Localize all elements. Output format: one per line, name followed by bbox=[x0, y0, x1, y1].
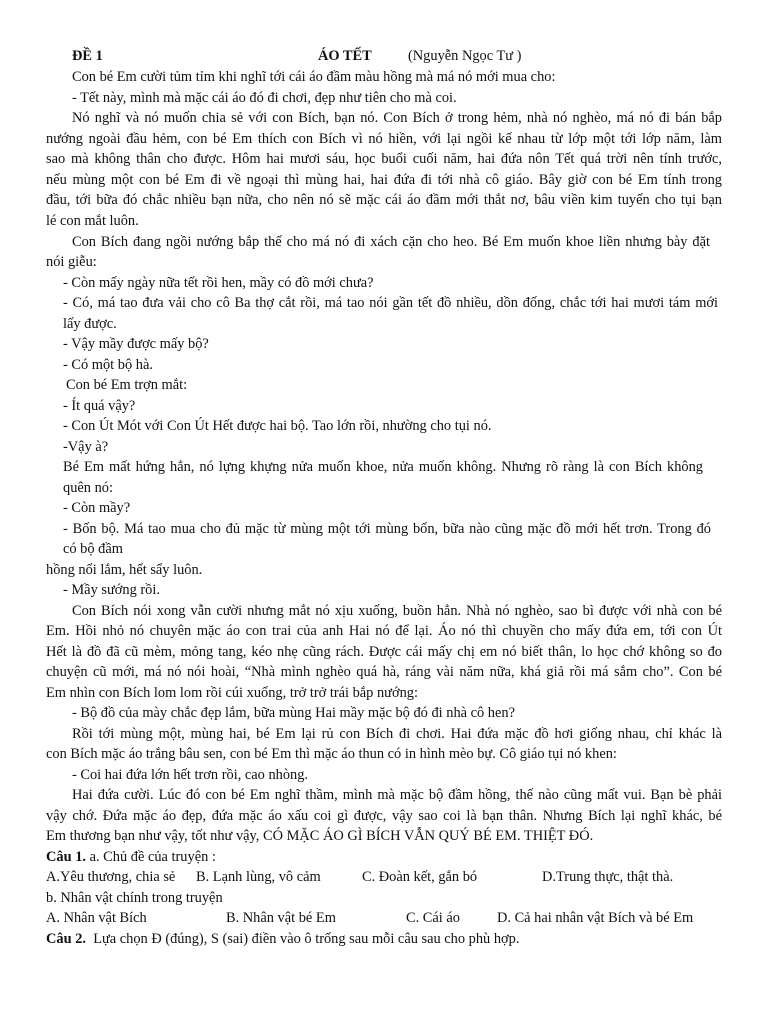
story-line: Em thương bạn như vậy, tốt như vậy, CÓ MẶC ÁO GÌ BÍCH VẪN QUÝ BÉ EM. THIỆT ĐÓ. bbox=[46, 828, 594, 844]
story-line: nướng ngoài đầu hẻm, con bé Em thích con Bích vì nó hiền, với lại ngồi kế nhau từ lớp một tới lớp năm, làm bbox=[46, 131, 722, 147]
story-line: quên nó: bbox=[63, 480, 113, 496]
story-title: ÁO TẾT bbox=[318, 48, 372, 64]
story-line: Em. Hồi nhỏ nó chuyên mặc áo con trai của anh Hai nó để lại. Áo nó thì chuyền cho mấy đứa em, tới con Út bbox=[46, 623, 722, 639]
story-line: - Có một bộ hà. bbox=[63, 357, 153, 373]
story-line: Hết là đồ đã cũ mèm, mỏng tang, kéo nhẹ cũng rách. Được cái mấy chị em nó biết thân, lo học chớ không so đo bbox=[46, 644, 722, 660]
story-line: nếu mùng một con bé Em đi về ngoại thì mùng hai, hai đứa đi tới nhà cô giáo. Bây giờ con bé Em tính trong bbox=[46, 172, 722, 188]
q1b-option-d: D. Cả hai nhân vật Bích và bé Em bbox=[497, 910, 694, 926]
story-line: con Bích mặc áo trắng bâu sen, con bé Em thì mặc áo thun có in hình mèo bự. Cô giáo tụi nó khen: bbox=[46, 746, 617, 762]
q1a-option-c: C. Đoàn kết, gắn bó bbox=[362, 869, 478, 885]
story-line: Em nhìn con Bích lom lom rồi cúi xuống, trở trở trái bắp nướng: bbox=[46, 685, 418, 701]
story-line: Con bé Em trợn mắt: bbox=[66, 377, 188, 393]
story-line: Nó nghĩ và nó muốn chia sẻ với con Bích, bạn nó. Con Bích ở trong hẻm, nhà nó nghèo, má nó đi bán bắp bbox=[72, 110, 722, 126]
story-line: Con bé Em cười tủm tỉm khi nghĩ tới cái áo đầm màu hồng mà má nó mới mua cho: bbox=[72, 69, 556, 85]
story-line: vậy chớ. Đứa mặc áo đẹp, đứa mặc áo xấu coi gì được, vậy sao coi là bạn thân. Nhưng Bích lại nghĩ khác, bé bbox=[46, 808, 722, 824]
story-line: Bé Em mất hứng hẳn, nó lựng khựng nửa muốn khoe, nửa muốn không. Nhưng rõ ràng là con Bích không bbox=[63, 459, 703, 475]
story-line: lé con mắt luôn. bbox=[46, 213, 139, 229]
q1b-option-a: A. Nhân vật Bích bbox=[46, 910, 147, 926]
question-1-label: Câu 1. bbox=[46, 849, 86, 865]
story-line: có bộ đầm bbox=[63, 541, 123, 557]
q1a-option-d: D.Trung thực, thật thà. bbox=[542, 869, 674, 885]
story-line: - Vậy mầy được mấy bộ? bbox=[63, 336, 209, 352]
story-line: - Con Út Mót với Con Út Hết được hai bộ. Tao lớn rồi, nhường cho tụi nó. bbox=[63, 418, 492, 434]
question-1b-text: b. Nhân vật chính trong truyện bbox=[46, 890, 223, 906]
story-line: - Còn mầy? bbox=[63, 500, 131, 516]
q1b-option-b: B. Nhân vật bé Em bbox=[226, 910, 336, 926]
story-line: -Vậy à? bbox=[63, 439, 109, 455]
story-line: đầu, tới bữa đó chắc nhiều bạn nữa, cho nên nó sẽ mặc cái áo đầm mới thắt nơ, bâu viền kim tuyến cho tụi bạn bbox=[46, 192, 722, 208]
story-line: Rồi tới mùng một, mùng hai, bé Em lại rủ con Bích đi chơi. Hai đứa mặc đồ hơi giống nhau, chỉ khác là bbox=[72, 726, 722, 742]
question-2 bbox=[46, 929, 519, 949]
story-line: chuyện cũ mới, má nó nói hoài, “Nhà mình nghèo quá hà, ráng vài năm nữa, khá giả rồi má sắm cho”. Con bé bbox=[46, 664, 722, 680]
story-line: sao mà không thân cho được. Hôm hai mươi sáu, học buổi cuối năm, hai đứa nôn Tết quá trời nên tính trước, bbox=[46, 151, 722, 167]
story-line: Con Bích nói xong vẫn cười nhưng mắt nó xịu xuống, buồn hẳn. Nhà nó nghèo, sao bì được với nhà con bé bbox=[72, 603, 722, 619]
question-2-text: Lựa chọn Đ (đúng), S (sai) điền vào ô trống sau mỗi câu sau cho phù hợp. bbox=[93, 931, 520, 947]
q1a-option-a: A.Yêu thương, chia sẻ bbox=[46, 869, 176, 885]
story-line: - Có, má tao đưa vải cho cô Ba thợ cắt rồi, má tao nói gần tết đồ nhiều, dồn đống, chắc tới hai mươi tám mới bbox=[63, 295, 718, 311]
story-author: (Nguyễn Ngọc Tư ) bbox=[408, 48, 522, 64]
question-1a-text: a. Chủ đề của truyện : bbox=[89, 849, 216, 865]
q1a-option-b: B. Lạnh lùng, vô cảm bbox=[196, 869, 321, 885]
q1b-option-c: C. Cái áo bbox=[406, 910, 460, 926]
story-line: - Bộ đồ của mày chắc đẹp lắm, bữa mùng Hai mầy mặc bộ đó đi nhà cô hen? bbox=[72, 705, 515, 721]
exam-label: ĐỀ 1 bbox=[72, 48, 103, 64]
story-line: - Bốn bộ. Má tao mua cho đủ mặc từ mùng một tới mùng bốn, bữa nào cũng mặc đồ mới hết trơn. Trong đó bbox=[63, 521, 711, 537]
story-line: lấy được. bbox=[63, 316, 117, 332]
story-line: - Tết này, mình mà mặc cái áo đó đi chơi, đẹp như tiên cho mà coi. bbox=[72, 90, 457, 106]
question-1 bbox=[46, 847, 216, 867]
story-line: - Ít quá vậy? bbox=[63, 398, 136, 414]
story-line: nói giễu: bbox=[46, 254, 97, 270]
story-line: - Mầy sướng rồi. bbox=[63, 582, 160, 598]
question-2-label: Câu 2. bbox=[46, 931, 86, 947]
story-line: Hai đứa cười. Lúc đó con bé Em nghĩ thầm, mình mà mặc bộ đầm hồng, thế nào cũng mất vui. Bạn bè phải bbox=[72, 787, 722, 803]
story-line: hồng nổi lắm, hết sẩy luôn. bbox=[46, 562, 203, 578]
story-line: Con Bích đang ngồi nướng bắp thế cho má nó đi xách cặn cho heo. Bé Em muốn khoe liền nhưng bày đặt bbox=[72, 234, 710, 250]
story-line: - Coi hai đứa lớn hết trơn rồi, cao nhòng. bbox=[72, 767, 309, 783]
story-line: - Còn mấy ngày nữa tết rồi hen, mầy có đồ mới chưa? bbox=[63, 275, 374, 291]
